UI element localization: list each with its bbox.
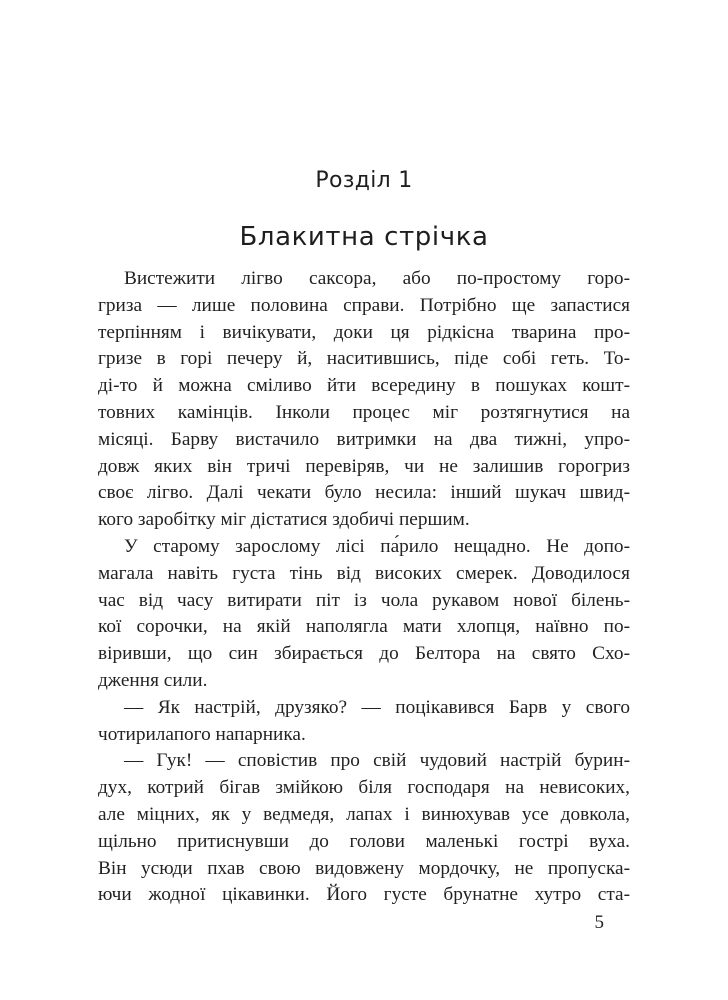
text-line: — Як настрій, друзяко? — поцікавився Барв у свого [124,696,630,718]
text-line: терпінням і вичікувати, доки ця рідкісна тварина про- [98,321,630,343]
text-line: щільно притиснувши до голови маленькі гострі вуха. [98,830,630,852]
page-number: 5 [594,912,604,933]
text-line: — Гук! — сповістив про свій чудовий настрій бурин- [124,750,630,772]
text-line: кого заробітку міг дістатися здобичі першим. [98,509,470,531]
text-line: місяці. Барву вистачило витримки на два тижні, упро- [98,428,630,450]
text-line: У старому зарослому лісі па́рило нещадно. Не допо- [124,535,630,557]
chapter-number: Розділ 1 [315,168,413,193]
text-line: товних камінців. Інколи процес міг розтягнутися на [98,401,630,423]
text-line: магала навіть густа тінь від високих смерек. Доводилося [98,562,630,584]
text-line: дження сили. [98,669,208,691]
text-line: своє лігво. Далі чекати було несила: інший шукач швид- [98,482,630,504]
text-line: віривши, що син збирається до Белтора на свято Схо- [98,643,630,665]
chapter-title: Блакитна стрічка [239,222,489,252]
text-line: ючи жодної цікавинки. Його густе брунатне хутро ста- [98,884,630,906]
text-line: кої сорочки, на якій наполягла мати хлопця, наївно по- [98,616,630,638]
text-line: чотирилапого напарника. [98,723,306,745]
text-line: ді-то й можна сміливо йти всередину в пошуках кошт- [98,375,630,397]
text-line: але міцних, як у ведмедя, лапах і винюхував усе довкола, [98,803,630,825]
text-line: дух, котрий бігав змійкою біля господаря на невисоких, [98,777,630,799]
text-line: довж яких він тричі перевіряв, чи не залишив горогриз [98,455,630,477]
text-line: Вистежити лігво саксора, або по-простому горо- [124,268,630,289]
text-line: гризе в горі печеру й, наситившись, піде собі геть. То- [98,348,630,370]
text-line: Він усюди пхав свою видовжену мордочку, не пропуска- [98,857,630,879]
text-line: гриза — лише половина справи. Потрібно ще запастися [98,294,630,316]
text-line: час від часу витирати піт із чола рукавом нової білень- [98,589,630,611]
body-text [98,266,630,909]
